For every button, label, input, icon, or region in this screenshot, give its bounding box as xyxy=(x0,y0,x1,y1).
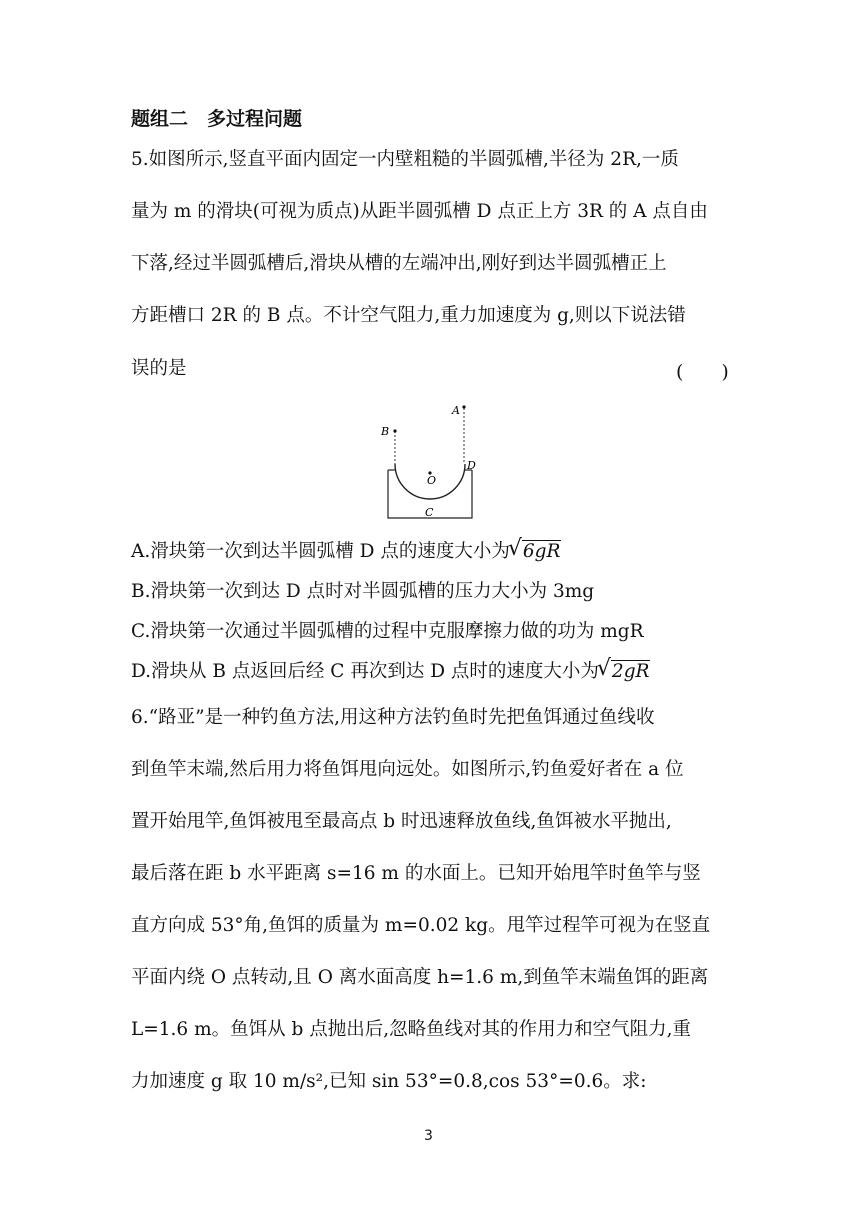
q5-line-3: 下落,经过半圆弧槽后,滑块从槽的左端冲出,刚好到达半圆弧槽正上 xyxy=(131,253,667,274)
option-b: B.滑块第一次到达 D 点时对半圆弧槽的压力大小为 3mg xyxy=(131,581,595,602)
q5-line-5: 误的是 xyxy=(131,358,187,379)
option-a-text: A.滑块第一次到达半圆弧槽 D 点的速度大小为 xyxy=(131,541,510,562)
q6-line-6: 平面内绕 O 点转动,且 O 离水面高度 h=1.6 m,到鱼竿末端鱼饵的距离 xyxy=(131,967,709,988)
q6-line-5: 直方向成 53°角,鱼饵的质量为 m=0.02 kg。甩竿过程竿可视为在竖直 xyxy=(131,915,711,936)
q6-line-1: 6.“路亚”是一种钓鱼方法,用这种方法钓鱼时先把鱼饵通过鱼线收 xyxy=(131,707,655,728)
q6-line-4: 最后落在距 b 水平距离 s=16 m 的水面上。已知开始甩竿时鱼竿与竖 xyxy=(131,863,701,884)
sqrt-6gR: √ 6gR xyxy=(510,540,562,564)
answer-parentheses: ( ) xyxy=(676,361,729,383)
q6-line-2: 到鱼竿末端,然后用力将鱼饵甩向远处。如图所示,钓鱼爱好者在 a 位 xyxy=(131,759,684,780)
q6-line-7: L=1.6 m。鱼饵从 b 点抛出后,忽略鱼线对其的作用力和空气阻力,重 xyxy=(131,1019,691,1040)
sqrt-2gR: √ 2gR xyxy=(599,660,651,684)
section-title: 题组二 多过程问题 xyxy=(131,108,303,130)
option-c: C.滑块第一次通过半圆弧槽的过程中克服摩擦力做的功为 mgR xyxy=(131,621,644,642)
page-number: 3 xyxy=(424,1128,433,1144)
label-B: B xyxy=(381,425,390,438)
label-C: C xyxy=(425,506,434,519)
label-O: O xyxy=(427,474,437,487)
q5-line-2: 量为 m 的滑块(可视为质点)从距半圆弧槽 D 点正上方 3R 的 A 点自由 xyxy=(131,201,708,222)
option-a xyxy=(131,540,561,564)
label-A: A xyxy=(452,404,460,417)
semicircle-groove-figure xyxy=(370,398,490,524)
option-d-text: D.滑块从 B 点返回后经 C 再次到达 D 点时的速度大小为 xyxy=(131,661,599,682)
q5-line-4: 方距槽口 2R 的 B 点。不计空气阻力,重力加速度为 g,则以下说法错 xyxy=(131,305,686,326)
q5-line-1: 5.如图所示,竖直平面内固定一内壁粗糙的半圆弧槽,半径为 2R,一质 xyxy=(131,149,679,170)
q6-line-8: 力加速度 g 取 10 m/s²,已知 sin 53°=0.8,cos 53°=0.6。求: xyxy=(131,1071,647,1092)
label-D: D xyxy=(467,459,476,472)
option-d xyxy=(131,660,650,684)
q6-line-3: 置开始甩竿,鱼饵被甩至最高点 b 时迅速释放鱼线,鱼饵被水平抛出, xyxy=(131,811,672,832)
